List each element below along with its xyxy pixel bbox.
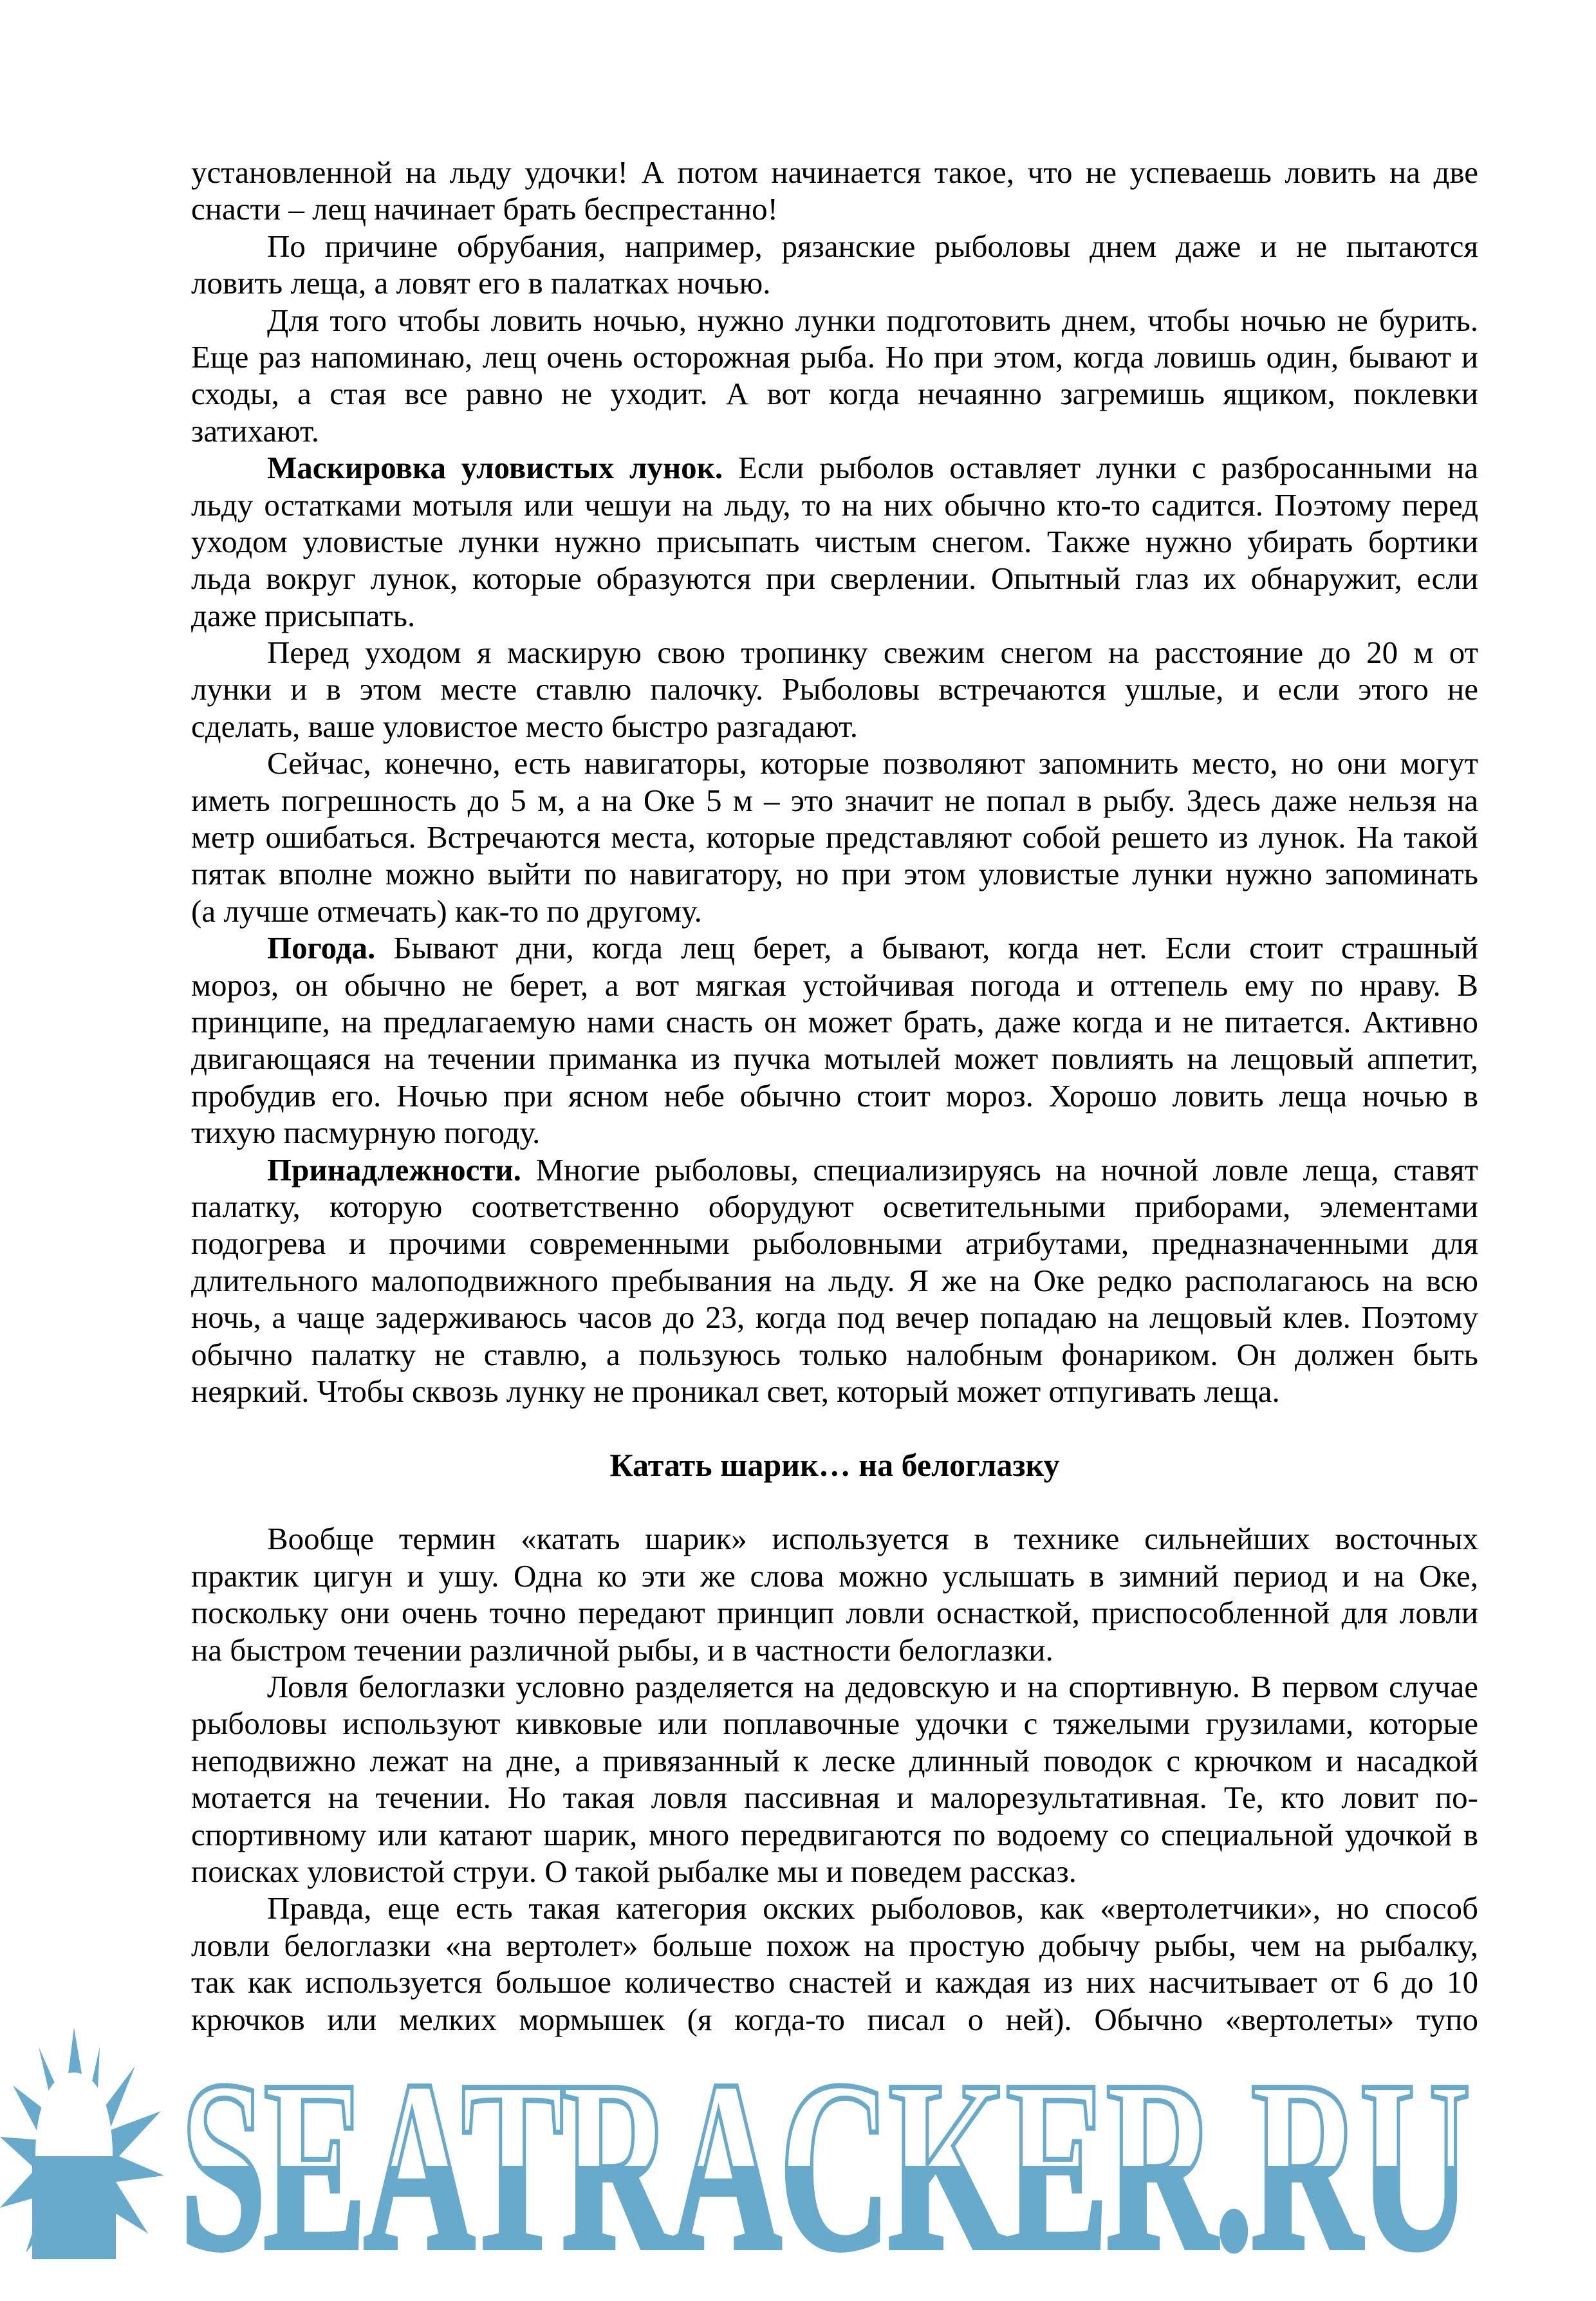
paragraph-line [191,1594,1478,1631]
paragraph-line [191,1151,1478,1188]
paragraph-line [191,597,1478,634]
line-text: ловли белоглазки «на вертолет» больше похож на простую добычу рыбы, чем на рыбалку, [191,1927,1478,1963]
paragraph-line [191,1668,1478,1705]
line-text: ночь, а чаще задерживаюсь часов до 23, когда под вечер попадаю на лещовый клев. Поэтому [191,1300,1478,1336]
line-text: Для того чтобы ловить ночью, нужно лунки подготовить днем, чтобы ночью не бурить. [267,302,1478,338]
line-text: (а лучше отмечать) как-то по другому. [191,893,702,929]
line-text: По причине обрубания, например, рязанские рыболовы днем даже и не пытаются [267,228,1478,264]
paragraph-line [191,893,1478,929]
line-text: пятак вполне можно выйти по навигатору, но при этом уловистые лунки нужно запоминать [191,856,1478,892]
paragraph-line [191,708,1478,745]
line-text: снасти – лещ начинает брать беспрестанно! [191,191,778,227]
line-text: подогрева и прочими современными рыболовными атрибутами, предназначенными для [191,1225,1478,1262]
paragraph-line [191,1003,1478,1040]
line-text: Многие рыболовы, специализируясь на ночной ловле леща, ставят [521,1151,1478,1188]
line-text: ловить леща, а ловят его в палатках ночью. [191,265,771,301]
paragraph-line [191,1632,1478,1668]
paragraph-line [191,1336,1478,1373]
paragraph-line [191,1779,1478,1816]
paragraph-lead: Маскировка уловистых лунок. [267,450,723,486]
line-text: обычно палатку не ставлю, а пользуюсь только налобным фонариком. Он должен быть [191,1336,1478,1372]
paragraph-line [191,228,1478,265]
paragraph-line [191,449,1478,486]
paragraph-line [191,191,1478,227]
paragraph-line [191,339,1478,375]
paragraph-line [191,1262,1478,1299]
paragraph-line [191,1188,1478,1225]
line-text: рыболовы используют кивковые или поплавочные удочки с тяжелыми грузилами, которые [191,1706,1478,1742]
paragraph-line [191,1853,1478,1890]
line-text: так как используется большое количество снастей и каждая из них насчитывает от 6 до 10 [191,1964,1478,2000]
line-text: крючков или мелких мормышек (я когда-то писал о ней). Обычно «вертолеты» тупо [191,2001,1478,2037]
line-text: мороз, он обычно не берет, а вот мягкая устойчивая погода и оттепель ему по нраву. В [191,967,1478,1003]
line-text: льда вокруг лунок, которые образуются при сверлении. Опытный глаз их обнаружит, если [191,561,1478,597]
line-text: поисках уловистой струи. О такой рыбалке мы и поведем рассказ. [191,1853,1077,1889]
paragraph-line [191,265,1478,301]
paragraph-line [191,302,1478,339]
line-text: двигающаяся на течении приманка из пучка мотылей может повлиять на лещовый аппетит, [191,1041,1478,1077]
paragraph-line [191,1890,1478,1926]
paragraph-line [191,967,1478,1003]
paragraph-line [191,413,1478,449]
line-text: затихают. [191,413,320,449]
paragraph-line [191,855,1478,892]
paragraph-line [191,819,1478,855]
paragraph-line [191,1558,1478,1594]
line-text: метр ошибаться. Встречаются места, которые представляют собой решето из лунок. На такой [191,819,1478,855]
line-text: сходы, а стая все равно не уходит. А вот когда нечаянно загремишь ящиком, поклевки [191,376,1478,412]
paragraph-line [191,671,1478,707]
watermark-text: SEATRACKER.RU [180,2030,1469,2301]
line-text: сделать, ваше уловистое место быстро разгадают. [191,708,858,744]
line-text: пробудив его. Ночью при ясном небе обычно стоит мороз. Хорошо ловить леща ночью в [191,1077,1478,1113]
line-text: Еще раз напоминаю, лещ очень осторожная рыба. Но при этом, когда ловишь один, бывают и [191,339,1478,375]
line-text: Если рыболов оставляет лунки с разбросанными на [723,450,1478,486]
line-text: Перед уходом я маскирую свою тропинку свежим снегом на расстояние до 20 м от [267,635,1478,671]
paragraph-line [191,1040,1478,1077]
watermark [0,2015,1596,2301]
line-text: практик цигун и ушу. Одна ко эти же слова можно услышать в зимний период и на Оке, [191,1558,1478,1594]
paragraph-line [191,745,1478,781]
paragraph-line [191,1114,1478,1151]
line-text: на быстром течении различной рыбы, и в частности белоглазки. [191,1632,1053,1668]
paragraph-line [191,1705,1478,1742]
line-text: иметь погрешность до 5 м, а на Оке 5 м – это значит не попал в рыбу. Здесь даже нельзя на [191,782,1478,818]
line-text: лунки и в этом месте ставлю палочку. Рыболовы встречаются ушлые, и если этого не [191,671,1478,707]
line-text: Вообще термин «катать шарик» используется в технике сильнейших восточных [267,1521,1478,1557]
line-text: спортивному или катают шарик, много передвигаются по водоему со специальной удочкой в [191,1816,1478,1852]
line-text: неяркий. Чтобы сквозь лунку не проникал свет, который может отпугивать леща. [191,1373,1280,1409]
line-text: мотается на течении. Но такая ловля пассивная и малорезультативная. Те, кто ловит по- [191,1780,1478,1816]
paragraph-line [191,929,1478,966]
line-text: Ловля белоглазки условно разделяется на дедовскую и на спортивную. В первом случае [267,1669,1478,1705]
paragraph-lead: Погода. [267,930,376,966]
paragraph-line [191,782,1478,819]
line-text: поскольку они очень точно передают принцип ловли оснасткой, приспособленной для ловли [191,1595,1478,1631]
line-text: Бывают дни, когда лещ берет, а бывают, когда нет. Если стоит страшный [375,930,1478,966]
paragraph-line [191,1077,1478,1114]
paragraph-line [191,1964,1478,2000]
line-text: неподвижно лежат на дне, а привязанный к леске длинный поводок с крючком и насадкой [191,1742,1478,1778]
section-heading: Катать шарик… на белоглазку [609,1446,1060,1483]
line-text: уходом уловистые лунки нужно присыпать чистым снегом. Также нужно убирать бортики [191,523,1478,559]
paragraph-line [191,560,1478,597]
paragraph-line [191,1816,1478,1853]
paragraph-line [191,375,1478,412]
paragraph-line [191,1742,1478,1779]
line-text: палатку, которую соответственно оборудуют осветительными приборами, элементами [191,1188,1478,1224]
paragraph-line [191,634,1478,671]
paragraph-line [191,523,1478,560]
line-text: тихую пасмурную погоду. [191,1115,541,1151]
paragraph-line [191,1520,1478,1557]
paragraph-line [191,1225,1478,1262]
paragraph-line [191,487,1478,523]
line-text: льду остатками мотыля или чешуи на льду, то на них обычно кто-то садится. Поэтому перед [191,487,1478,523]
line-text: длительного малоподвижного пребывания на льду. Я же на Оке редко располагаюсь на всю [191,1262,1478,1298]
paragraph-line [191,154,1478,191]
paragraph-line [191,1927,1478,1964]
line-text: даже присыпать. [191,597,416,633]
paragraph-line [191,1299,1478,1336]
line-text: Сейчас, конечно, есть навигаторы, которые позволяют запомнить место, но они могут [267,745,1478,781]
line-text: Правда, еще есть такая категория окских рыболовов, как «вертолетчики», но способ [267,1890,1478,1926]
sun-icon [0,2027,167,2259]
line-text: принципе, на предлагаемую нами снасть он может брать, даже когда и не питается. Активно [191,1003,1478,1039]
line-text: установленной на льду удочки! А потом начинается такое, что не успеваешь ловить на две [191,154,1478,190]
paragraph-line [191,1373,1478,1410]
document-body [191,154,1478,2038]
paragraph-lead: Принадлежности. [267,1151,521,1188]
